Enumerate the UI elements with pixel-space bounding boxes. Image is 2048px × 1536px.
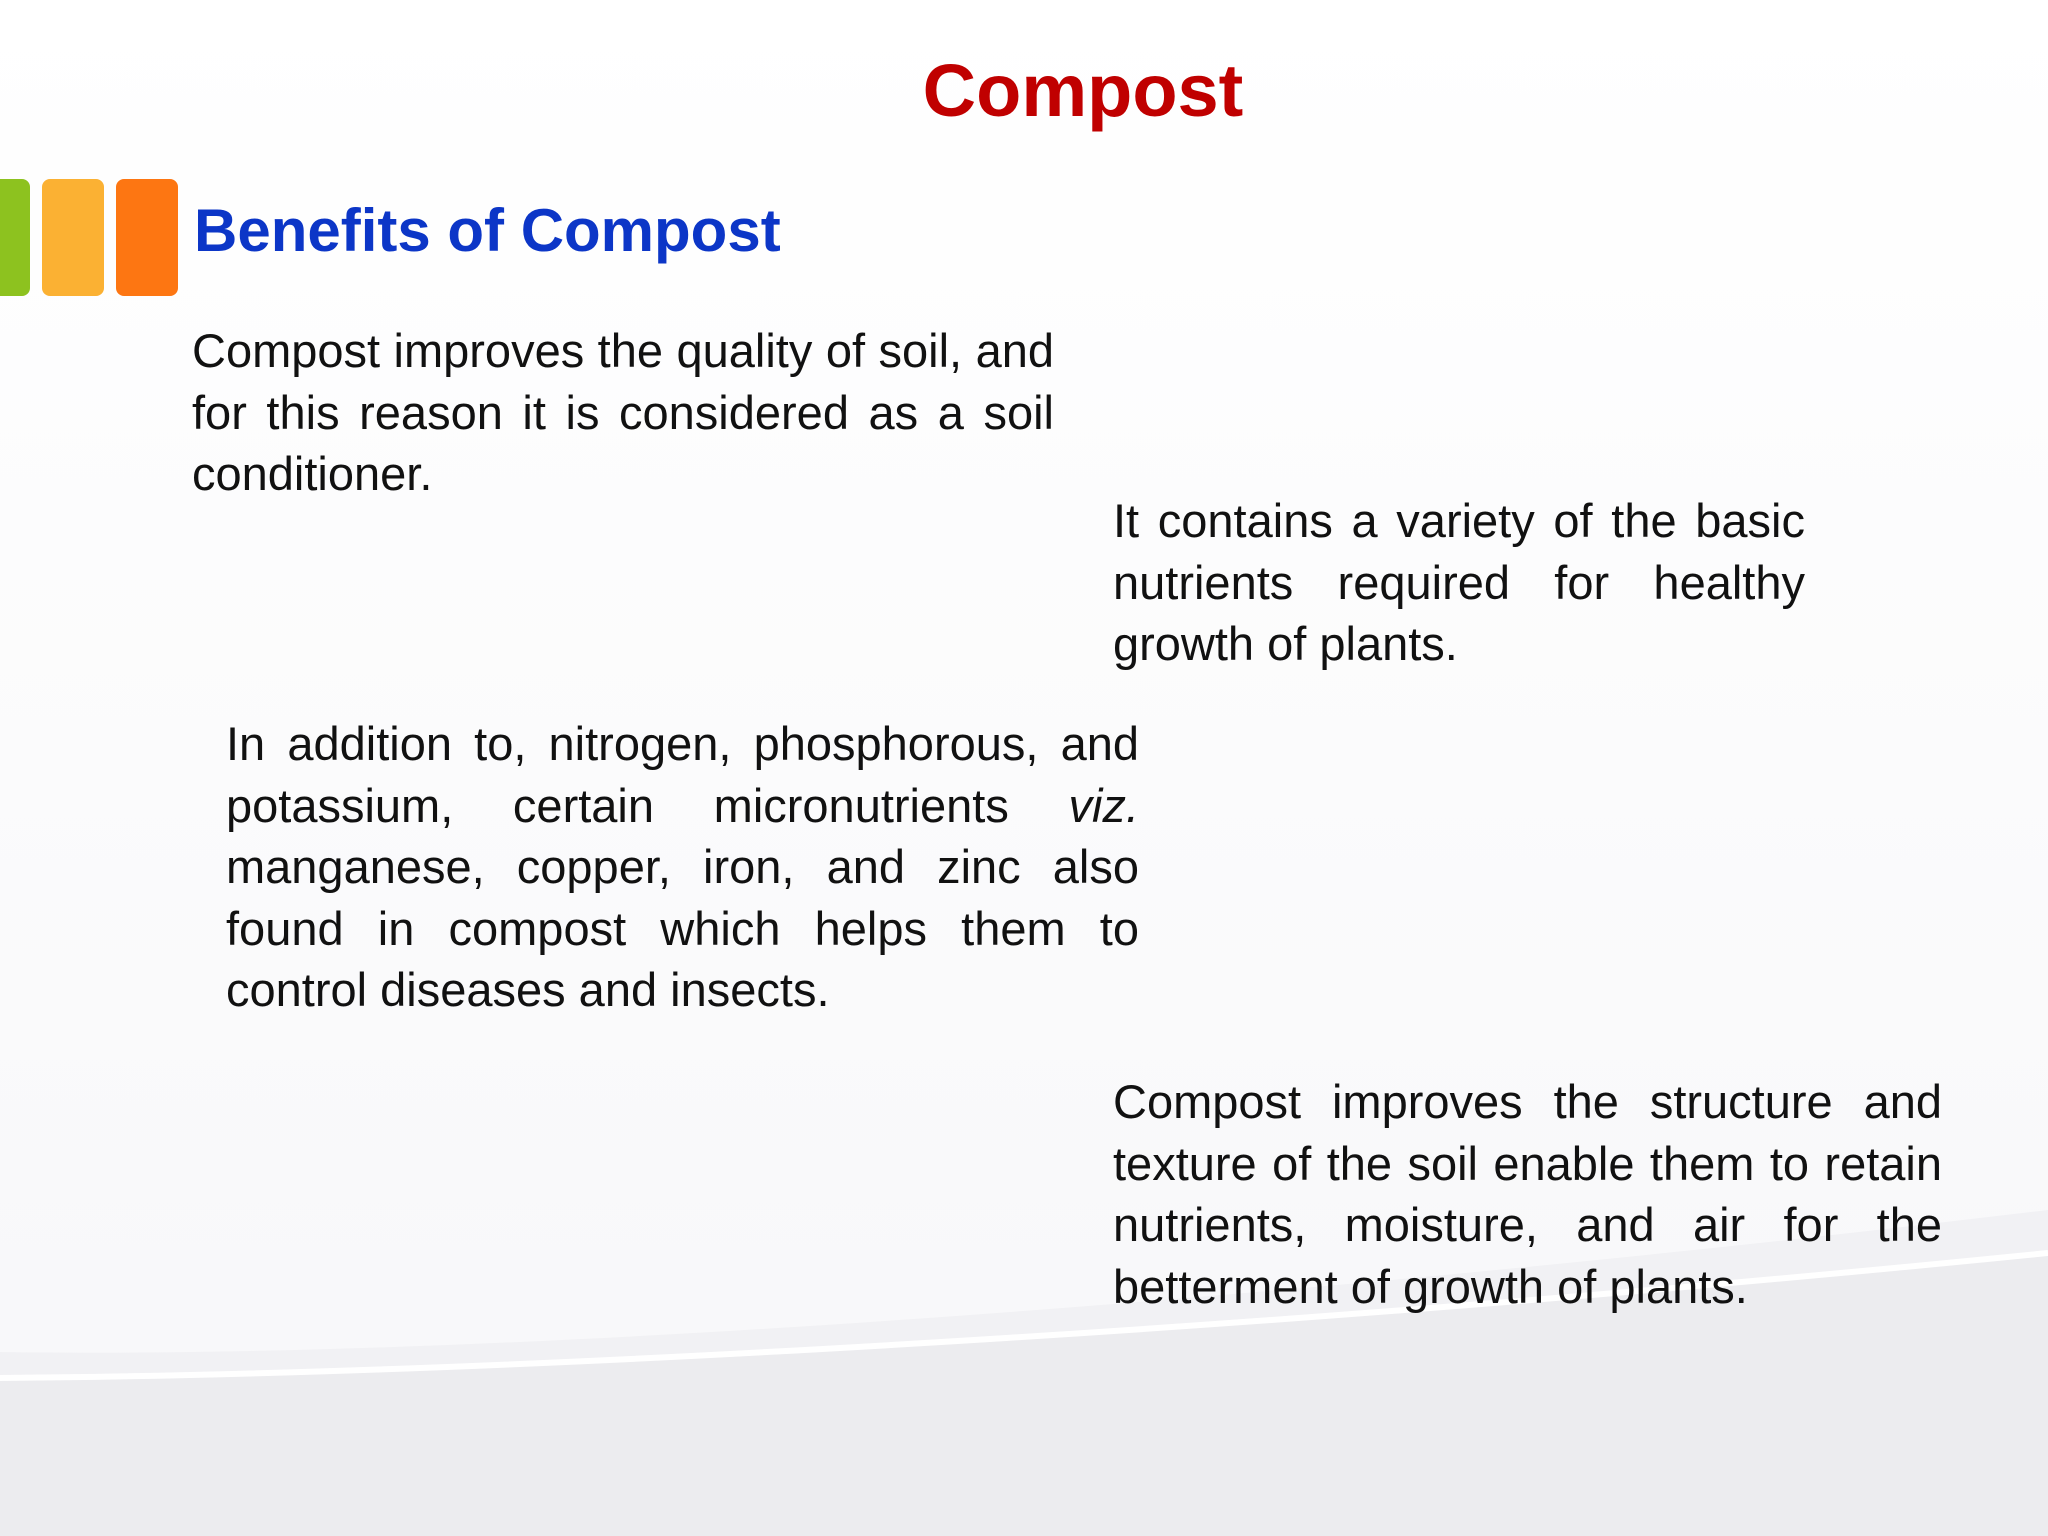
- slide-title: Compost: [922, 49, 1244, 132]
- micronutrients-text-before: In addition to, nitrogen, phosphorous, and potassium, certain micronutrients: [226, 717, 1139, 832]
- paragraph-basic-nutrients: It contains a variety of the basic nutrients required for healthy growth of plants.: [1113, 494, 1805, 670]
- accent-bar-yellow: [42, 179, 104, 296]
- accent-bar-orange: [116, 179, 178, 296]
- micronutrients-viz: viz.: [1068, 778, 1139, 832]
- accent-bar-green: [0, 179, 30, 296]
- paragraph-micronutrients: [226, 713, 1139, 1021]
- paragraph-soil-structure: Compost improves the structure and texture of the soil enable them to retain nutrients, moisture, and air for the betterment of growth of plants.: [1113, 1075, 1942, 1313]
- paragraph-soil-quality: Compost improves the quality of soil, and for this reason it is considered as a soil conditioner.: [192, 324, 1054, 500]
- micronutrients-text-after: manganese, copper, iron, and zinc also found in compost which helps them to control diseases and insects.: [226, 840, 1139, 1016]
- section-heading: Benefits of Compost: [194, 197, 781, 264]
